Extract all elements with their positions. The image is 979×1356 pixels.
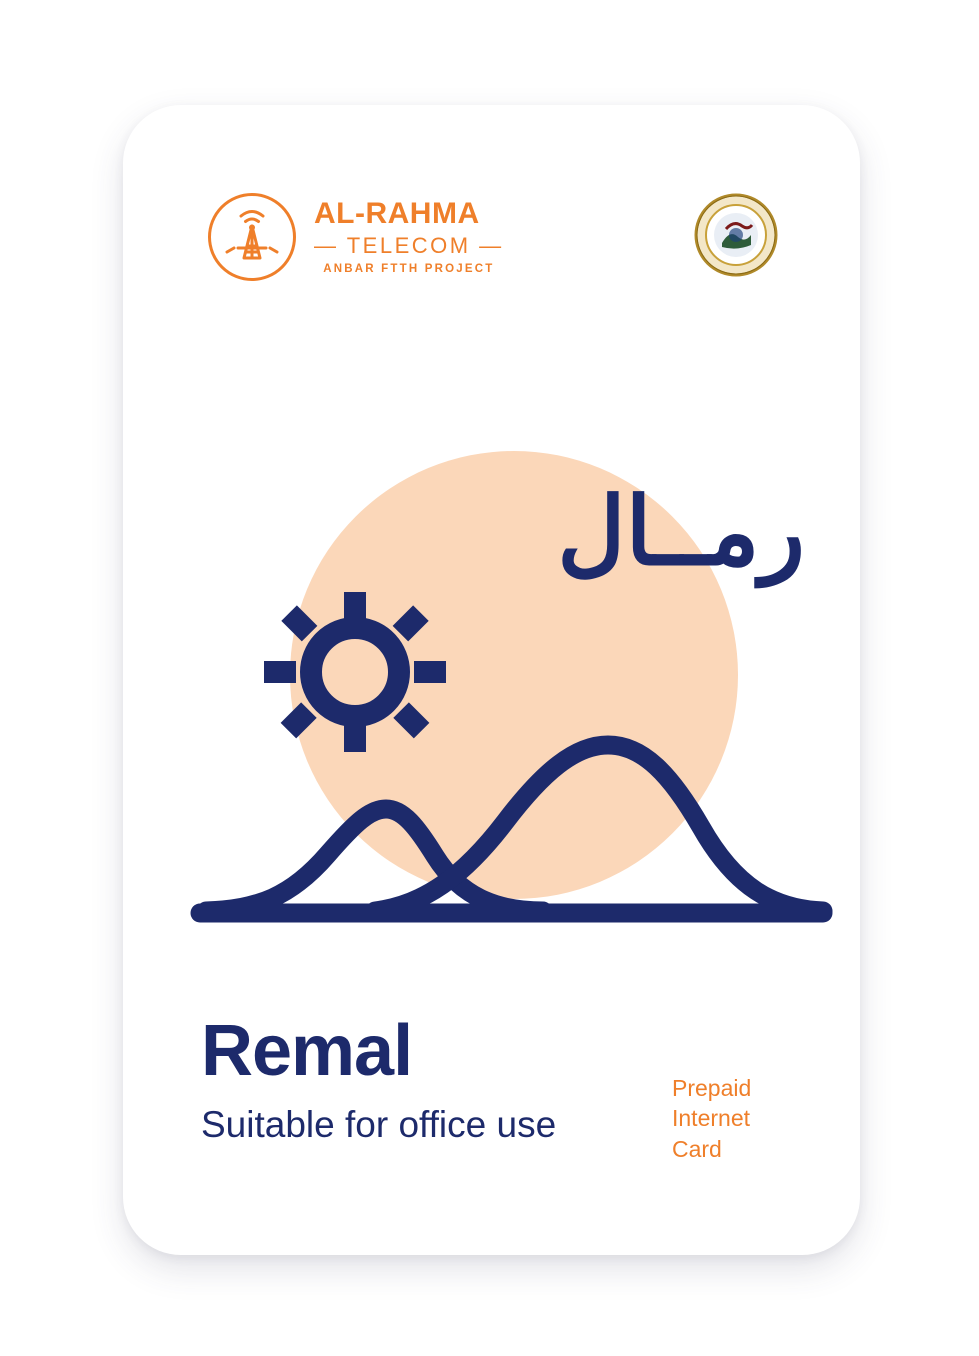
plan-subtitle: Suitable for office use [201,1104,557,1145]
brand-name-line2: — TELECOM — [314,232,504,258]
brand-name-line3: ANBAR FTTH PROJECT [323,262,495,275]
telecom-tower-icon [208,193,296,281]
prepaid-internet-card [123,105,860,1255]
card-type-line-2: Internet [672,1105,750,1132]
card-type-line-3: Card [672,1135,722,1162]
plan-name: Remal [201,1011,413,1091]
card-artwork [123,435,860,935]
card-type-line-1: Prepaid [672,1075,752,1101]
plan-name-arabic: رمــال [557,479,805,584]
card-type-label [672,1073,782,1164]
sun-icon [264,592,446,752]
brand-logo [208,193,504,281]
sand-dunes-icon [200,745,823,913]
brand-name-line1: AL-RAHMA [314,196,480,230]
government-seal-icon [694,193,778,277]
brand-wordmark [314,196,504,276]
